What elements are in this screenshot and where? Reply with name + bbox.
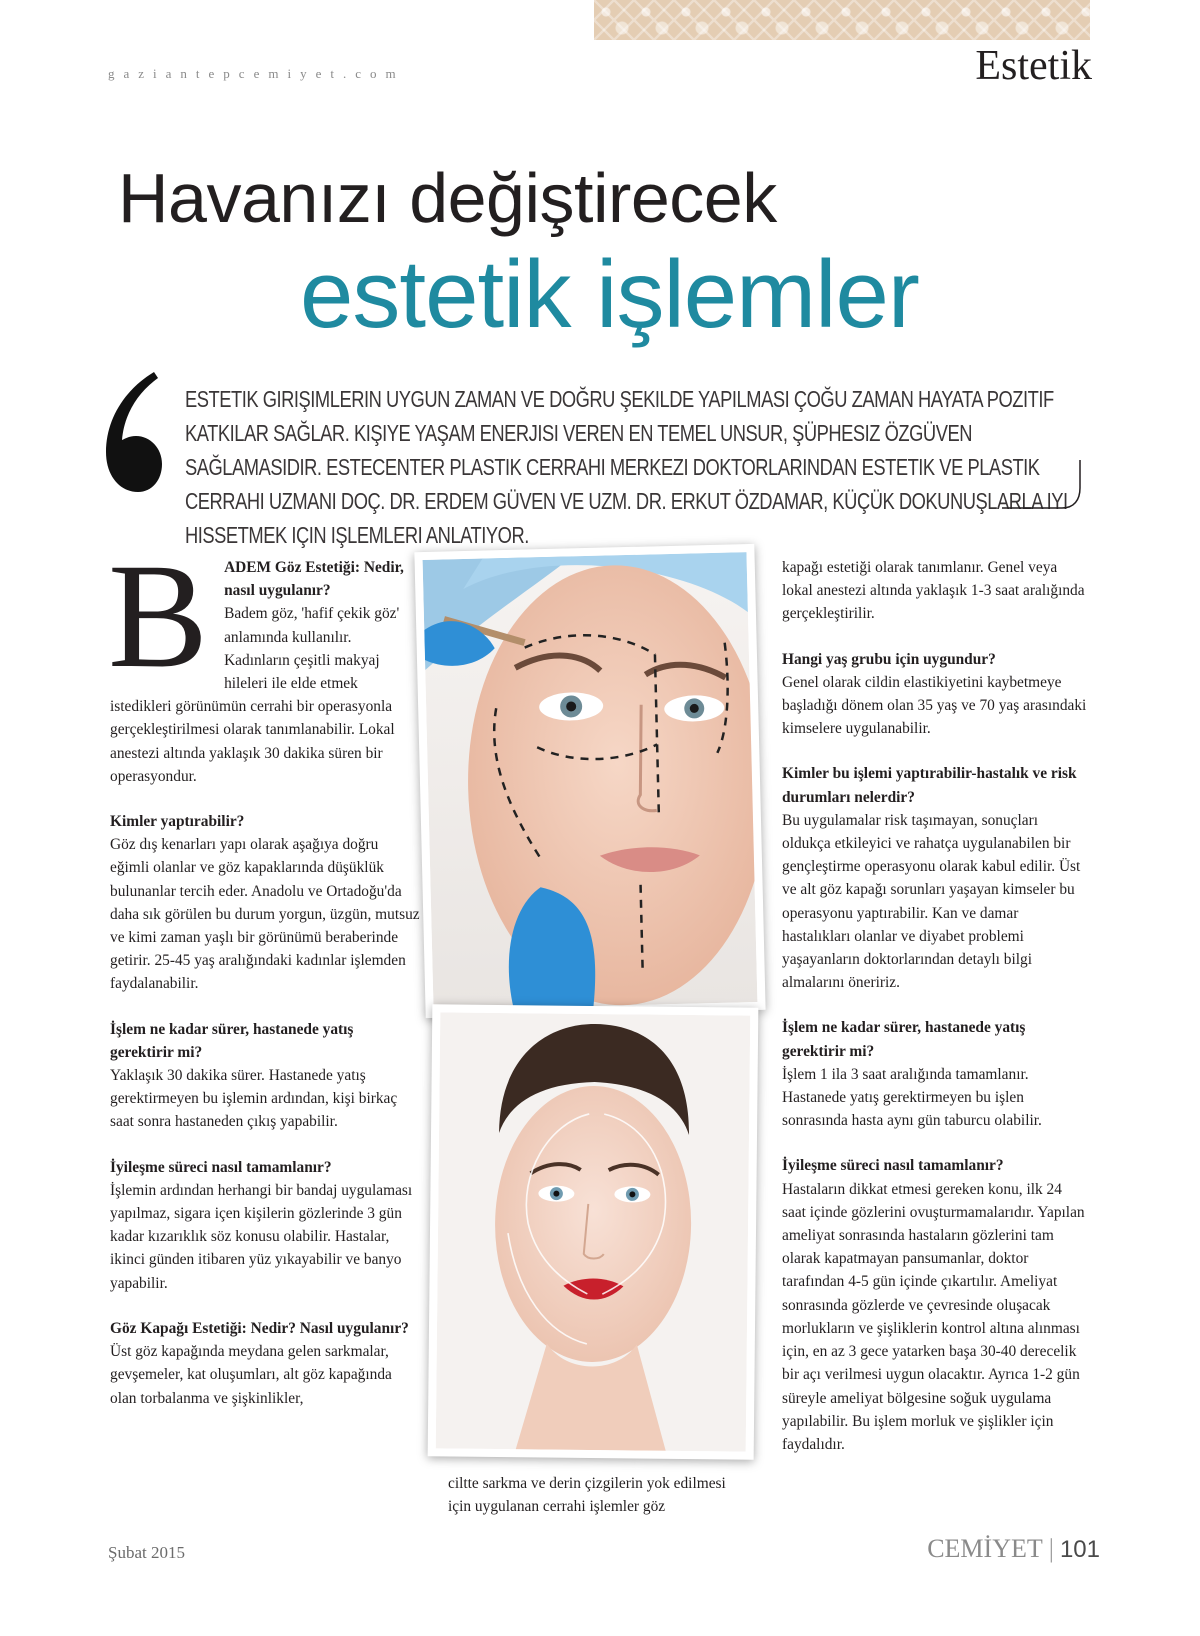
- question-heading: İşlem ne kadar sürer, hastanede yatış gerektirir mi?: [110, 1020, 354, 1061]
- footer-separator: |: [1048, 1534, 1054, 1563]
- question-heading: ADEM Göz Estetiği: Nedir, nasıl uygulanır?: [224, 559, 404, 600]
- beauty-face-illustration: [436, 1012, 751, 1451]
- answer-paragraph: Göz dış kenarları yapı olarak aşağıya doğru eğimli olanlar ve göz kapaklarında düşüklük bulunanlar tercih eder. Anadolu ve Ortadoğu'da daha sık görülen bu durum yorgun, üzgün, mutsuz ve kimi zaman yaşlı bir görünümü beraberinde getirir. 25-45 yaş aralığındaki kadınlar işlemden faydalanabilir.: [110, 836, 420, 993]
- answer-paragraph: İşlemin ardından herhangi bir bandaj uygulaması yapılmaz, sigara içen kişilerin gözlerinde 3 gün kadar kızarıklık söz konusu olabilir. Hastalar, ikinci günden itibaren yüz yıkayabilir ve banyo yapabilir.: [110, 1181, 413, 1292]
- site-url: gaziantepcemiyet.com: [108, 66, 405, 81]
- answer-paragraph: Yaklaşık 30 dakika sürer. Hastanede yatış gerektirmeyen bu işlemin ardından, kişi birkaç saat sonra hastaneden çıkış yapabilir.: [110, 1067, 398, 1131]
- decorative-pattern-band: [594, 0, 1090, 40]
- face-markings-illustration: [423, 552, 758, 1010]
- question-heading: İyileşme süreci nasıl tamamlanır?: [782, 1157, 1004, 1175]
- answer-paragraph: Üst göz kapağında meydana gelen sarkmalar, gevşemeler, kat oluşumları, alt göz kapağında olan torbalanma ve şişkinlikler,: [110, 1343, 392, 1407]
- question-heading: Göz Kapağı Estetiği: Nedir? Nasıl uygulanır?: [110, 1319, 409, 1337]
- answer-paragraph: Bu uygulamalar risk taşımayan, sonuçları oldukça etkileyici ve rahatça uygulanabilen bir gençleştirme operasyonu olarak kabul edilir. Üst ve alt göz kapağı sorunları yaşayan kimseler bu operasyonu yaptırabilir. Kan ve damar hastalıkları olanlar ve diyabet problemi yaşayanların doktorlarından detaylı bilgi almalarını öneririz.: [782, 811, 1081, 992]
- answer-paragraph: Genel olarak cildin elastikiyetini kaybetmeye başladığı dönem olan 35 yaş ve 70 yaş arasındaki kimselere uygulanabilir.: [782, 673, 1087, 738]
- magazine-name: CEMİYET: [927, 1534, 1043, 1563]
- section-label: Estetik: [975, 43, 1092, 89]
- article-column-left: [108, 533, 420, 1410]
- photo-face-surgery-markings: [414, 544, 765, 1018]
- question-heading: Kimler yaptırabilir?: [110, 813, 245, 831]
- page-number: 101: [1059, 1536, 1100, 1563]
- question-heading: Kimler bu işlemi yaptırabilir-hastalık ve risk durumları nelerdir?: [782, 765, 1077, 806]
- answer-paragraph: ciltte sarkma ve derin çizgilerin yok edilmesi için uygulanan cerrahi işlemler göz: [448, 1475, 726, 1516]
- headline-line-2: estetik işlemler: [300, 241, 919, 348]
- answer-paragraph: Badem göz, 'hafif çekik göz' anlamında kullanılır. Kadınların çeşitli makyaj hileleri ile elde etmek istedikleri görünümün cerrahi bir operasyonla gerçekleştirilmesi olarak tanımlanabilir. Lokal anestezi altında yaklaşık 30 dakika süren bir operasyondur.: [110, 605, 400, 785]
- photo-face-beauty: [428, 1004, 759, 1459]
- answer-paragraph: İşlem 1 ila 3 saat aralığında tamamlanır. Hastanede yatış gerektirmeyen bu işlen sonrasında hasta aynı gün taburcu olabilir.: [782, 1065, 1042, 1130]
- intro-text: ESTETIK GIRIŞIMLERIN UYGUN ZAMAN VE DOĞRU ŞEKILDE YAPILMASI ÇOĞU ZAMAN HAYATA POZITIF KATKILAR SAĞLAR. KIŞIYE YAŞAM ENERJISI VEREN EN TEMEL UNSUR, ŞÜPHESIZ ÖZGÜVEN SAĞLAMASIDIR. ESTECENTER PLASTIK CERRAHI MERKEZI DOKTORLARINDAN ESTETIK VE PLASTIK CERRAHI UZMANI DOÇ. DR. ERDEM GÜVEN VE UZM. DR. ERKUT ÖZDAMAR, KÜÇÜK DOKUNUŞLARLA IYI HISSETMEK IÇIN IŞLEMLERI ANLATIYOR.: [185, 386, 1068, 548]
- answer-paragraph: Hastaların dikkat etmesi gereken konu, ilk 24 saat içinde gözlerini ovuşturmamalarıdır. Yapılan ameliyat sonrasında hastaların gözlerini tam olarak kapatmayan pansumanlar, doktor tarafından 4-5 gün içinde çıkartılır. Ameliyat sonrasında gözlerde ve çevresinde oluşacak morlukların ve şişliklerin kontrol altına alınması için, en az 3 gece yatarken başa 30-40 derecelik bir açı verilmesi uygun olacaktır. Ayrıca 1-2 gün süreyle ameliyat bölgesine soğuk uygulama yapılabilir. Bu işlem morluk ve şişlikler için faydalıdır.: [782, 1180, 1085, 1453]
- drop-cap: B: [108, 533, 209, 699]
- quote-mark-icon: [100, 368, 164, 498]
- article-column-middle: [448, 1472, 748, 1518]
- footer-brand: [927, 1534, 1100, 1564]
- issue-date: Şubat 2015: [108, 1543, 185, 1562]
- headline-line-1: Havanızı değiştirecek: [118, 159, 777, 237]
- intro-rule: [1000, 460, 1100, 520]
- question-heading: İyileşme süreci nasıl tamamlanır?: [110, 1158, 332, 1176]
- question-heading: İşlem ne kadar sürer, hastanede yatış gerektirir mi?: [782, 1019, 1026, 1060]
- article-column-right: [782, 556, 1087, 1456]
- answer-paragraph: kapağı estetiği olarak tanımlanır. Genel veya lokal anestezi altında yaklaşık 1-3 saat aralığında gerçekleştirilir.: [782, 559, 1085, 623]
- question-heading: Hangi yaş grubu için uygundur?: [782, 650, 996, 668]
